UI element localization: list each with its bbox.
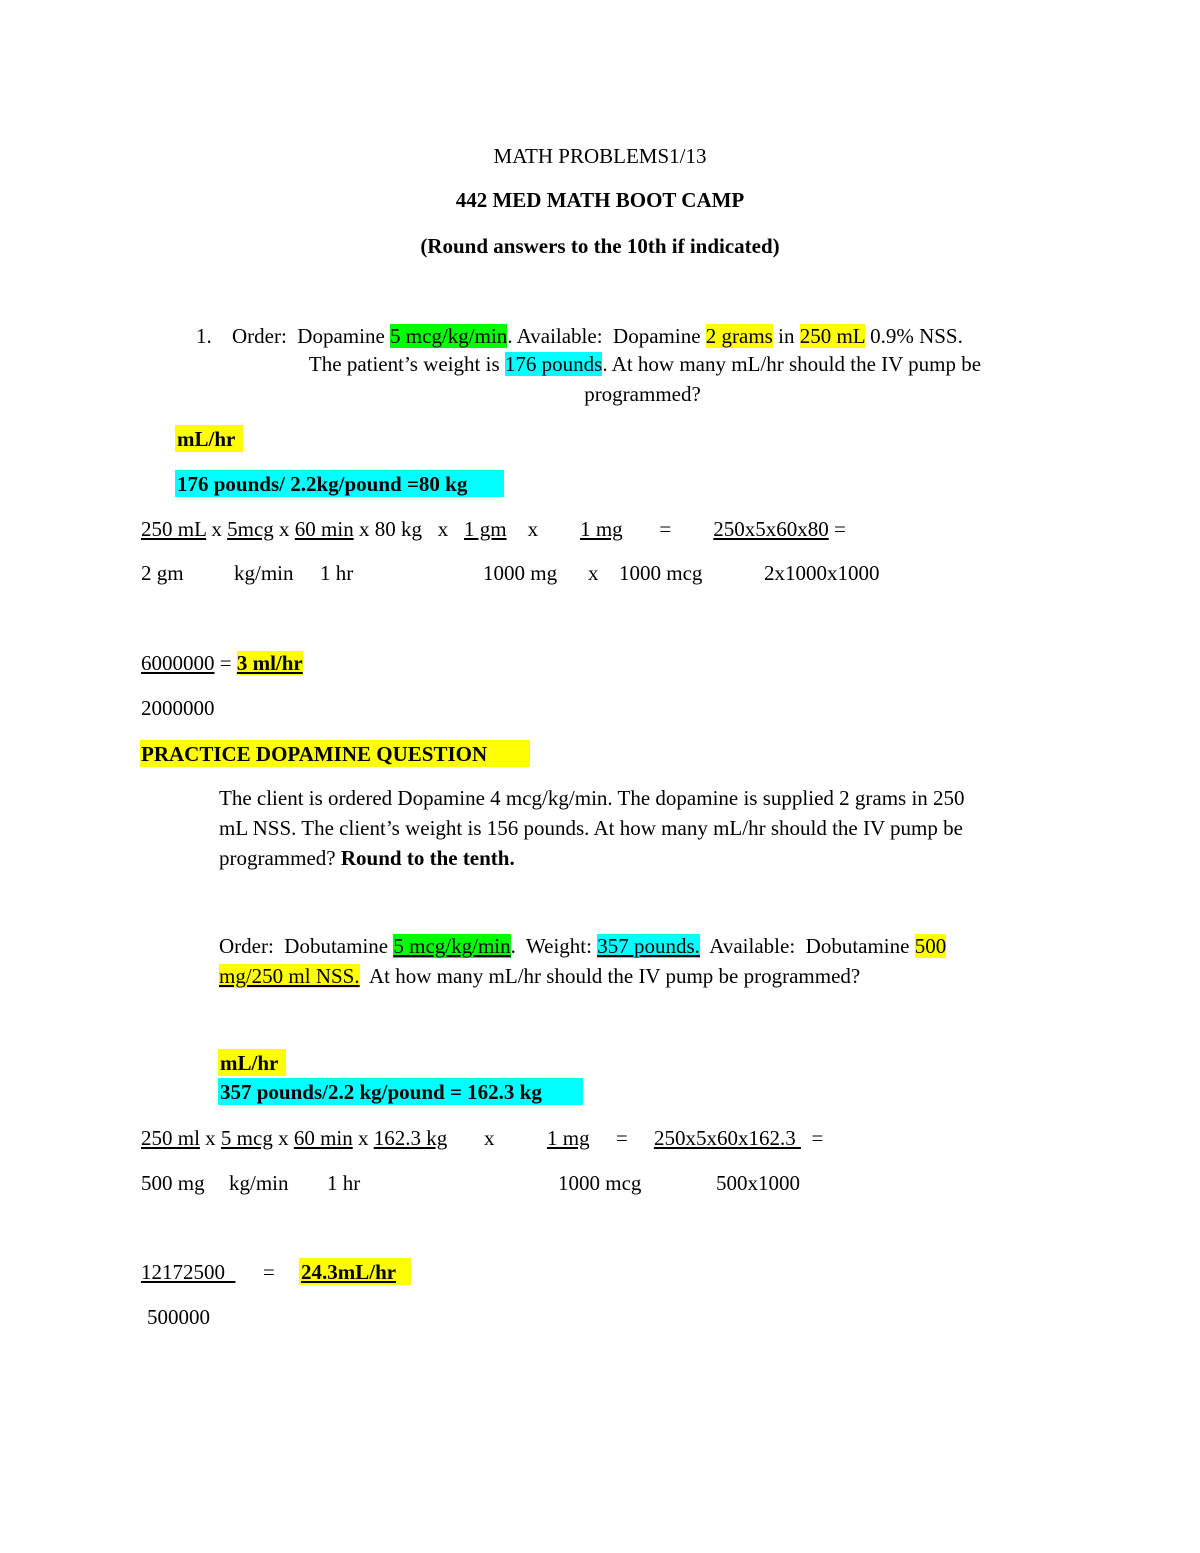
denominator-term: 500 mg	[141, 1171, 205, 1195]
denominator-term: 2x1000x1000	[764, 561, 880, 585]
question-1-line-3: programmed?	[584, 382, 701, 406]
denominator-term: 1000 mcg	[619, 561, 703, 585]
practice-line-3: programmed? Round to the tenth.	[219, 846, 515, 870]
volume-highlight: 250 mL	[799, 324, 865, 348]
denominator-term: 1 hr	[320, 561, 354, 585]
practice-line-2: mL NSS. The client’s weight is 156 pounds. At how many mL/hr should the IV pump be	[219, 816, 963, 840]
result-numerator: 6000000 = 3 ml/hr	[141, 651, 303, 675]
page-subtitle: 442 MED MATH BOOT CAMP	[455, 188, 745, 212]
question-2-line-1: Order: Dobutamine 5 mcg/kg/min. Weight: 357 pounds. Available: Dobutamine 500	[219, 934, 947, 958]
dose-highlight: 5 mcg/kg/min	[393, 934, 511, 958]
available-highlight: mg/250 ml NSS.	[219, 964, 360, 988]
available-highlight: 500	[914, 934, 947, 958]
denominator-term: 500x1000	[716, 1171, 800, 1195]
amount-highlight: 2 grams	[705, 324, 773, 348]
question-number: 1.	[196, 324, 212, 348]
practice-line-1: The client is ordered Dopamine 4 mcg/kg/min. The dopamine is supplied 2 grams in 250	[219, 786, 965, 810]
question-1-line-2: The patient’s weight is 176 pounds. At how many mL/hr should the IV pump be	[308, 352, 982, 376]
formula-numerator: 250 ml x 5 mcg x 60 min x 162.3 kg x 1 mg = 250x5x60x162.3 =	[141, 1126, 824, 1150]
question-2-line-2: mg/250 ml NSS. At how many mL/hr should the IV pump be programmed?	[219, 964, 861, 988]
page-title: MATH PROBLEMS1/13	[493, 144, 707, 168]
practice-heading: PRACTICE DOPAMINE QUESTION	[141, 742, 488, 766]
result-denominator: 500000	[147, 1305, 210, 1329]
answer-highlight: 3 ml/hr	[236, 651, 303, 675]
denominator-term: kg/min	[234, 561, 294, 585]
denominator-term: 1000 mg	[483, 561, 558, 585]
denominator-term: 1 hr	[327, 1171, 361, 1195]
formula-numerator: 250 mL x 5mcg x 60 min x 80 kg x 1 gm x 1 mg = 250x5x60x80 =	[141, 517, 846, 541]
denominator-term: 1000 mcg	[558, 1171, 642, 1195]
unit-label: mL/hr	[177, 427, 236, 451]
question-1-line-1: Order: Dopamine 5 mcg/kg/min. Available: Dopamine 2 grams in 250 mL 0.9% NSS.	[232, 324, 963, 348]
result-denominator: 2000000	[141, 696, 215, 720]
result-numerator: 12172500	[141, 1260, 236, 1284]
weight-highlight: 357 pounds.	[597, 934, 700, 958]
rounding-note: (Round answers to the 10th if indicated)	[420, 234, 780, 258]
weight-highlight: 176 pounds	[504, 352, 603, 376]
answer: 24.3mL/hr	[301, 1260, 397, 1284]
denominator-term: 2 gm	[141, 561, 184, 585]
denominator-term: kg/min	[229, 1171, 289, 1195]
weight-conversion: 357 pounds/2.2 kg/pound = 162.3 kg	[220, 1080, 542, 1104]
result-equals: =	[263, 1260, 275, 1284]
weight-conversion: 176 pounds/ 2.2kg/pound =80 kg	[177, 472, 468, 496]
unit-label: mL/hr	[220, 1051, 279, 1075]
denominator-term: x	[588, 561, 599, 585]
dose-highlight: 5 mcg/kg/min	[390, 324, 508, 348]
